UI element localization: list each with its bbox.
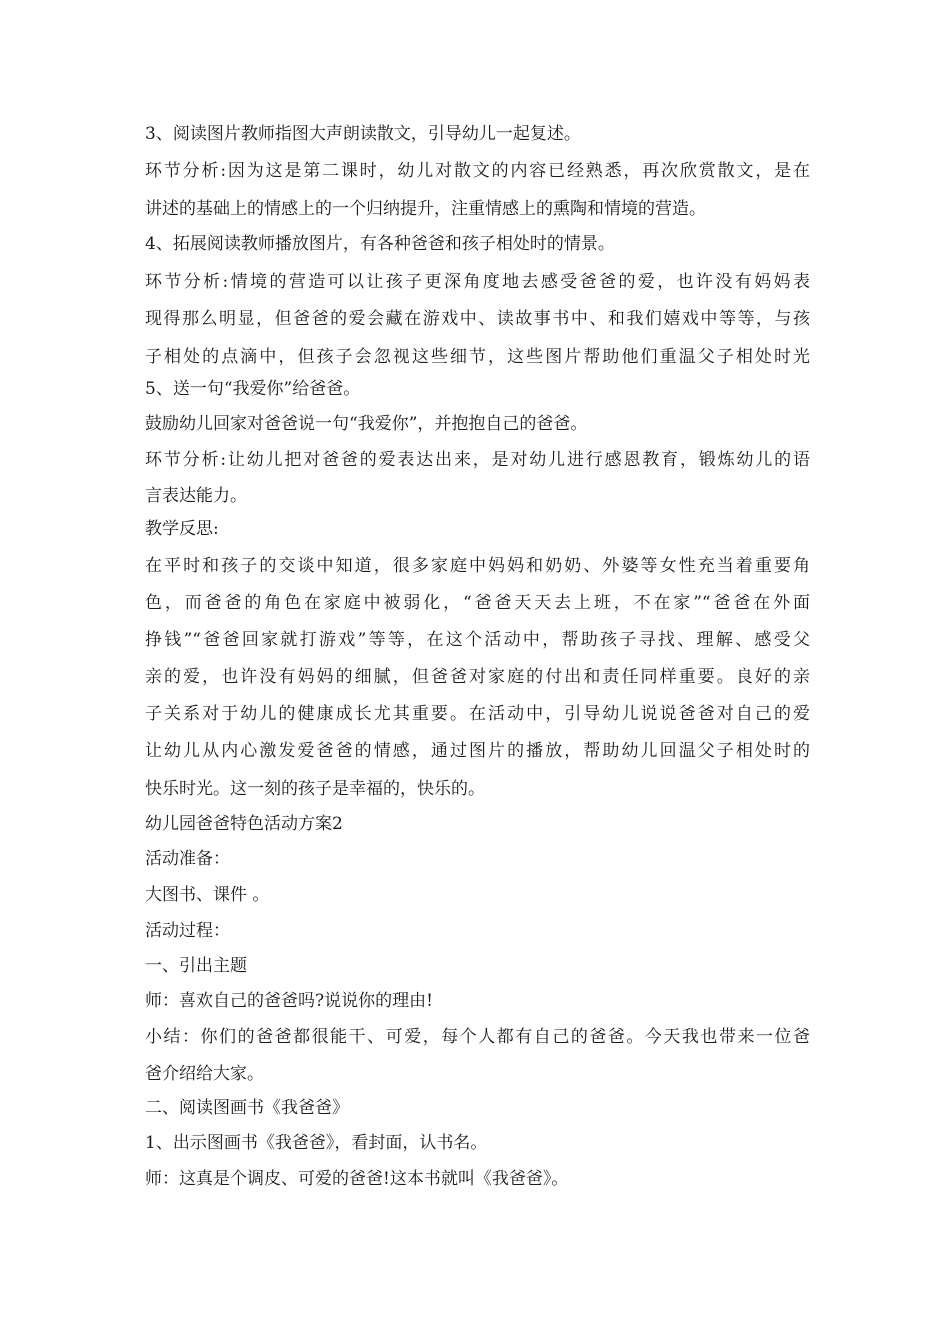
- text-line: 5、送一句“我爱你”给爸爸。: [145, 379, 361, 399]
- text-line: 小结：你们的爸爸都很能干、可爱，每个人都有自己的爸爸。今天我也带来一位爸: [145, 1027, 810, 1047]
- section-heading: 活动过程：: [145, 921, 230, 941]
- text-line: 环节分析:让幼儿把对爸爸的爱表达出来，是对幼儿进行感恩教育，锻炼幼儿的语: [145, 450, 810, 470]
- text-line: 师：喜欢自己的爸爸吗?说说你的理由!: [145, 991, 433, 1011]
- section-heading: 一、引出主题: [145, 956, 247, 976]
- text-line: 快乐时光。这一刻的孩子是幸福的，快乐的。: [145, 779, 485, 799]
- text-line: 让幼儿从内心激发爱爸爸的情感，通过图片的播放，帮助幼儿回温父子相处时的: [145, 741, 810, 761]
- text-line: 子相处的点滴中，但孩子会忽视这些细节，这些图片帮助他们重温父子相处时光: [145, 347, 810, 367]
- text-line: 在平时和孩子的交谈中知道，很多家庭中妈妈和奶奶、外婆等女性充当着重要角: [145, 556, 810, 576]
- section-title: 幼儿园爸爸特色活动方案2: [145, 814, 343, 834]
- text-line: 师：这真是个调皮、可爱的爸爸!这本书就叫《我爸爸》。: [145, 1169, 569, 1189]
- text-line: 挣钱”“爸爸回家就打游戏”等等，在这个活动中，帮助孩子寻找、理解、感受父: [145, 630, 810, 650]
- text-line: 言表达能力。: [145, 486, 247, 506]
- text-line: 子关系对于幼儿的健康成长尤其重要。在活动中，引导幼儿说说爸爸对自己的爱: [145, 704, 810, 724]
- text-line: 鼓励幼儿回家对爸爸说一句“我爱你”，并抱抱自己的爸爸。: [145, 414, 588, 434]
- text-line: 大图书、课件 。: [145, 885, 270, 905]
- section-heading: 二、阅读图画书《我爸爸》: [145, 1098, 349, 1118]
- text-line: 3、阅读图片教师指图大声朗读散文，引导幼儿一起复述。: [145, 124, 581, 144]
- section-heading: 活动准备：: [145, 849, 230, 869]
- text-line: 亲的爱，也许没有妈妈的细腻，但爸爸对家庭的付出和责任同样重要。良好的亲: [145, 667, 810, 687]
- text-line: 4、拓展阅读教师播放图片，有各种爸爸和孩子相处时的情景。: [145, 234, 615, 254]
- text-line: 爸介绍给大家。: [145, 1064, 264, 1084]
- text-line: 环节分析:因为这是第二课时，幼儿对散文的内容已经熟悉，再次欣赏散文，是在: [145, 161, 810, 181]
- text-line: 讲述的基础上的情感上的一个归纳提升，注重情感上的熏陶和情境的营造。: [145, 199, 706, 219]
- text-line: 色，而爸爸的角色在家庭中被弱化，“爸爸天天去上班，不在家”“爸爸在外面: [145, 593, 810, 613]
- section-heading: 教学反思:: [145, 519, 219, 539]
- text-line: 现得那么明显，但爸爸的爱会藏在游戏中、读故事书中、和我们嬉戏中等等，与孩: [145, 309, 810, 329]
- text-line: 1、出示图画书《我爸爸》，看封面，认书名。: [145, 1133, 488, 1153]
- text-line: 环节分析:情境的营造可以让孩子更深角度地去感受爸爸的爱，也许没有妈妈表: [145, 272, 810, 292]
